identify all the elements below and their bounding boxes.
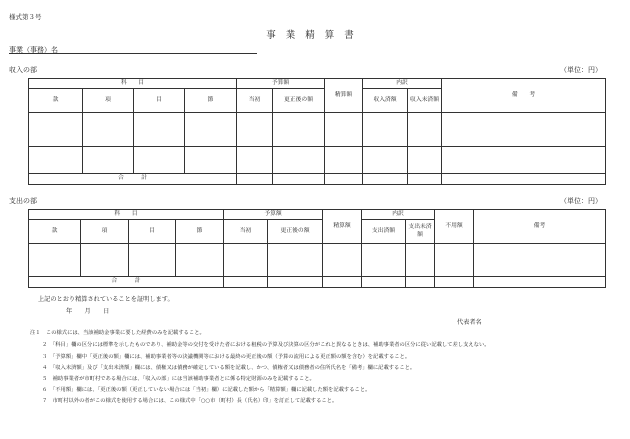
cell[interactable] <box>273 113 325 147</box>
expense-settle-header: 精算額 <box>323 210 362 244</box>
income-kou-header: 項 <box>83 89 134 113</box>
income-unit: （単位：円） <box>560 66 602 74</box>
cell[interactable] <box>237 147 273 174</box>
expense-total-cell[interactable] <box>406 277 435 288</box>
income-moku-header: 目 <box>134 89 185 113</box>
cell[interactable] <box>325 113 363 147</box>
cell[interactable] <box>237 113 273 147</box>
certification-statement: 上記のとおり精算されていることを証明します。 <box>38 296 174 303</box>
expense-table <box>28 209 606 288</box>
cell[interactable] <box>323 244 362 277</box>
income-revised-header: 更正後の額 <box>273 89 325 113</box>
expense-subject-header: 科 目 <box>29 210 224 220</box>
note-3: ３ 「予算額」欄中「更正後の額」欄には、補助事業者等の決議機関等における最終の更正後の額（予算の流用による更正額の額を含む）を記載すること。 <box>42 354 411 360</box>
expense-total-label: 合 計 <box>29 277 224 288</box>
income-row <box>29 147 606 174</box>
expense-total-cell[interactable] <box>268 277 323 288</box>
note-2: ２ 「科目」欄の区分には標準を示したものであり、補助金等の交付を受けた者における租税の予算及び決算の区分がこれと異なるときは、補助事業者の区分に従い記載して差し支えない。 <box>42 342 490 348</box>
cell[interactable] <box>268 244 323 277</box>
expense-row <box>29 244 606 277</box>
organization-field-line <box>9 53 257 54</box>
income-breakdown-header: 内訳 <box>363 79 442 89</box>
income-remarks-header: 備 考 <box>442 79 606 113</box>
income-total-cell[interactable] <box>442 174 606 185</box>
cell[interactable] <box>185 147 237 174</box>
cell[interactable] <box>442 147 606 174</box>
expense-total-cell[interactable] <box>435 277 474 288</box>
income-kan-header: 款 <box>29 89 83 113</box>
cell[interactable] <box>408 113 442 147</box>
income-subject-header: 科 目 <box>29 79 237 89</box>
cell[interactable] <box>29 244 81 277</box>
cell[interactable] <box>474 244 606 277</box>
income-unreceived-header: 収入未済額 <box>408 89 442 113</box>
income-budget-header: 予算額 <box>237 79 325 89</box>
cell[interactable] <box>81 244 129 277</box>
certification-date: 年 月 日 <box>66 308 110 315</box>
cell[interactable] <box>134 113 185 147</box>
cell[interactable] <box>83 147 134 174</box>
note-1: 注１ この様式には、当該補助金事業に要した経費のみを記載すること。 <box>30 330 205 336</box>
note-7: ７ 市町村以外の者がこの様式を使用する場合には、この様式中「○○市（町村）長（氏名）印」を訂正して記載すること。 <box>42 398 338 404</box>
cell[interactable] <box>134 147 185 174</box>
expense-budget-header: 予算額 <box>224 210 323 220</box>
income-total-cell[interactable] <box>363 174 408 185</box>
expense-breakdown-header: 内訳 <box>362 210 435 220</box>
cell[interactable] <box>362 244 406 277</box>
cell[interactable] <box>29 147 83 174</box>
income-total-cell[interactable] <box>408 174 442 185</box>
cell[interactable] <box>129 244 176 277</box>
cell[interactable] <box>363 113 408 147</box>
income-total-cell[interactable] <box>273 174 325 185</box>
cell[interactable] <box>406 244 435 277</box>
expense-total-cell[interactable] <box>362 277 406 288</box>
expense-section-label: 支出の部 <box>9 197 37 205</box>
cell[interactable] <box>83 113 134 147</box>
organization-label: 事業（事務）名 <box>9 46 58 54</box>
cell[interactable] <box>176 244 224 277</box>
income-table <box>28 78 606 185</box>
expense-total-cell[interactable] <box>224 277 268 288</box>
cell[interactable] <box>29 113 83 147</box>
cell[interactable] <box>442 113 606 147</box>
expense-total-cell[interactable] <box>323 277 362 288</box>
expense-moku-header: 目 <box>129 220 176 244</box>
cell[interactable] <box>185 113 237 147</box>
cell[interactable] <box>224 244 268 277</box>
note-6: ６ 「不用額」欄には、「更正後の額（更正していない場合には「当初」欄）に記載した額から「精算額」欄に記載した額を記載すること。 <box>42 387 371 393</box>
income-settle-header: 精算額 <box>325 79 363 113</box>
expense-remarks-header: 備考 <box>474 210 606 244</box>
expense-setsu-header: 節 <box>176 220 224 244</box>
note-5: ５ 補助事業者が市町村である場合には、「収入の部」には当該補助事業者とに係る特定財源のみを記載すること。 <box>42 376 315 382</box>
cell[interactable] <box>273 147 325 174</box>
income-total-cell[interactable] <box>325 174 363 185</box>
expense-unpaid-header: 支出未済額 <box>406 220 435 244</box>
income-row <box>29 113 606 147</box>
income-section-label: 収入の部 <box>9 66 37 74</box>
representative-label: 代表者名 <box>457 319 482 326</box>
expense-total-cell[interactable] <box>474 277 606 288</box>
expense-initial-header: 当初 <box>224 220 268 244</box>
expense-unit: （単位：円） <box>560 197 602 205</box>
expense-unused-header: 不用額 <box>435 210 474 244</box>
income-received-header: 収入済額 <box>363 89 408 113</box>
cell[interactable] <box>325 147 363 174</box>
income-setsu-header: 節 <box>185 89 237 113</box>
expense-kan-header: 款 <box>29 220 81 244</box>
document-title: 事業精算書 <box>266 30 364 41</box>
income-initial-header: 当初 <box>237 89 273 113</box>
form-number: 様式第３号 <box>9 13 42 21</box>
income-total-label: 合 計 <box>29 174 237 185</box>
income-total-cell[interactable] <box>237 174 273 185</box>
expense-kou-header: 項 <box>81 220 129 244</box>
expense-revised-header: 更正後の額 <box>268 220 323 244</box>
note-4: ４ 「収入未済額」及び「支出未済額」欄には、債権又は債務が確定している額を記載し、かつ、債権者又は債務者の住所氏名を「備考」欄に記載すること。 <box>42 365 416 371</box>
cell[interactable] <box>435 244 474 277</box>
expense-paid-header: 支出済額 <box>362 220 406 244</box>
cell[interactable] <box>408 147 442 174</box>
cell[interactable] <box>363 147 408 174</box>
